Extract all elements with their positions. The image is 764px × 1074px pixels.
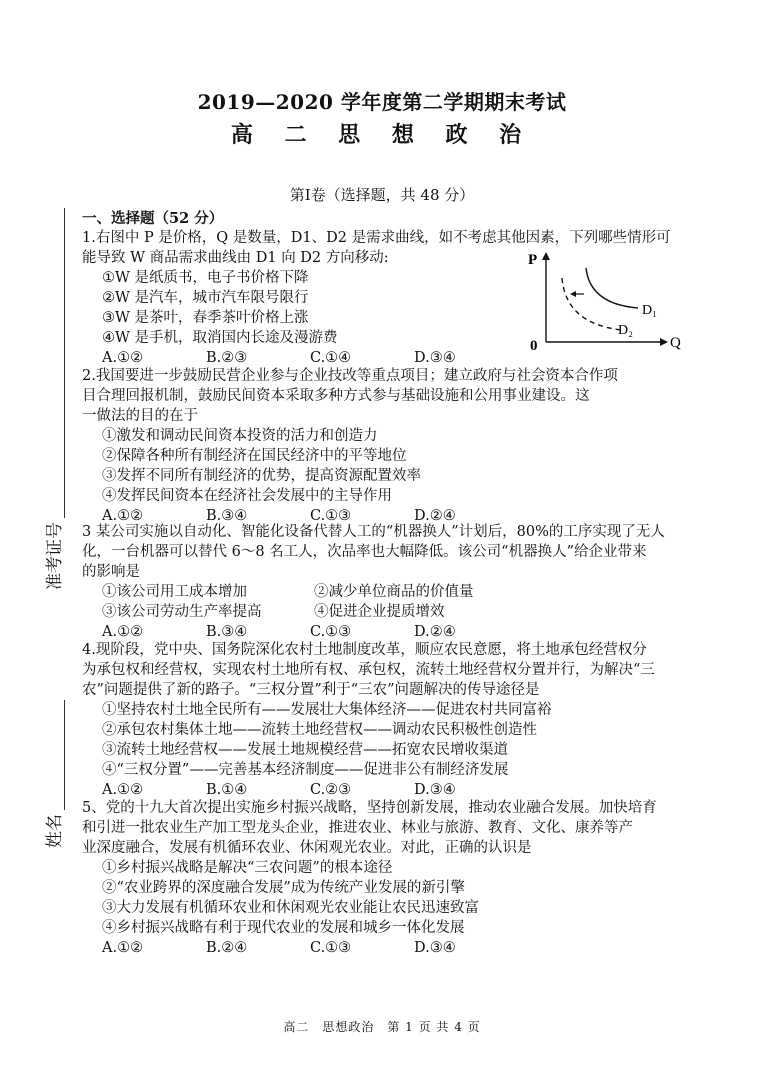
question-2 [82,366,618,526]
answer-choices [82,348,671,368]
option-line: ②减少单位商品的价值量 [314,584,474,600]
origin-label: 0 [530,338,538,350]
option-line: ④“三权分置”——完善基本经济制度——促进非公有制经济发展 [102,762,509,778]
option-line: ①激发和调动民间资本投资的活力和创造力 [102,428,378,444]
question-text-line: 一做法的目的在于 [82,408,198,424]
question-3 [82,522,665,642]
name-field [40,700,65,848]
option-line: ③大力发展有机循环农业和休闲观光农业能让农民迅速致富 [102,900,479,916]
name-line [63,700,65,810]
part-heading: 第Ⅰ卷（选择题，共 48 分） [289,186,475,204]
answer-b: B.③④ [206,508,248,524]
page-footer: 高二 思想政治 第 1 页 共 4 页 [283,1020,481,1034]
question-text-line: 化，一台机器可以替代 6～8 名工人，次品率也大幅降低。该公司“机器换人”给企业带来 [82,544,647,560]
option-line: ③发挥不同所有制经济的优势，提高资源配置效率 [102,468,421,484]
answer-b: B.①④ [206,782,248,798]
question-1 [82,228,671,368]
option-line: ④促进企业提质增效 [314,604,445,620]
d2-label: D₂ [618,323,633,338]
question-text-line: 业深度融合，发展有机循环农业、休闲观光农业。对此，正确的认识是 [82,840,532,856]
answer-d: D.②④ [414,624,456,640]
question-text-line: 能导致 W 商品需求曲线由 D1 向 D2 方向移动: [82,250,389,266]
option-line: ②承包农村集体土地——流转土地经营权——调动农民积极性创造性 [102,722,537,738]
question-text-line: 的影响是 [82,564,140,580]
exam-title: 2019—2020 学年度第二学期期末考试 [197,90,567,114]
option-line: ③该公司劳动生产率提高 [102,604,262,620]
option-line: ①乡村振兴战略是解决“三农问题”的根本途径 [102,860,393,876]
question-text-line: 3 某公司实施以自动化、智能化设备代替人工的“机器换人”计划后，80%的工序实现了无人 [82,524,665,540]
answer-d: D.③④ [414,782,456,798]
option-pair [82,602,665,622]
answer-b: B.③④ [206,624,248,640]
answer-choices [82,780,655,800]
p-axis-label: P [528,252,538,268]
answer-choices [82,938,657,958]
question-text-line: 农”问题提供了新的路子。“三权分置”利于“三农”问题解决的传导途径是 [82,682,540,698]
exam-id-field [40,208,65,590]
option-line: ①该公司用工成本增加 [102,584,247,600]
answer-b: B.②③ [206,350,248,366]
option-pair [82,582,665,602]
exam-id-line [63,208,65,518]
name-label: 姓名 [45,814,65,848]
d1-label: D₁ [642,303,657,318]
question-5 [82,798,657,958]
option-line: ①坚持农村土地全民所有——发展壮大集体经济——促进农村共同富裕 [102,702,552,718]
answer-a: A.①② [102,782,144,798]
subject-title: 高 二 思 想 政 治 [230,122,534,148]
question-text-line: 和引进一批农业生产加工型龙头企业，推进农业、林业与旅游、教育、文化、康养等产 [82,820,633,836]
answer-c: C.②③ [310,782,352,798]
question-text-line: 4.现阶段，党中央、国务院深化农村土地制度改革，顺应农民意愿，将土地承包经营权分 [82,642,647,658]
option-line: ②保障各种所有制经济在国民经济中的平等地位 [102,448,407,464]
option-line: ②W 是汽车，城市汽车限号限行 [102,290,309,306]
answer-c: C.①③ [310,940,352,956]
q-axis-label: Q [670,335,681,350]
answer-a: A.①② [102,624,144,640]
answer-d: D.②④ [414,508,456,524]
question-text-line: 1.右图中 P 是价格，Q 是数量，D1、D2 是需求曲线，如不考虑其他因素，下列哪些情形可 [82,230,671,246]
answer-a: A.①② [102,508,144,524]
answer-c: C.①④ [310,350,352,366]
option-line: ①W 是纸质书，电子书价格下降 [102,270,309,286]
answer-c: C.①③ [310,624,352,640]
option-line: ④乡村振兴战略有利于现代农业的发展和城乡一体化发展 [102,920,465,936]
answer-a: A.①② [102,940,144,956]
answer-c: C.①③ [310,508,352,524]
exam-id-label: 准考证号 [45,522,65,590]
option-line: ④W 是手机，取消国内长途及漫游费 [102,330,338,346]
option-line: ②“农业跨界的深度融合发展”成为传统产业发展的新引擎 [102,880,465,896]
option-line: ③W 是茶叶，春季茶叶价格上涨 [102,310,309,326]
option-line: ③流转土地经营权——发展土地规模经营——拓宽农民增收渠道 [102,742,508,758]
question-text-line: 5、党的十九大首次提出实施乡村振兴战略，坚持创新发展，推动农业融合发展。加快培育 [82,800,657,816]
question-text-line: 为承包权和经营权，实现农村土地所有权、承包权，流转土地经营权分置并行，为解决“三 [82,662,655,678]
section-heading: 一、选择题（52 分） [82,210,224,227]
answer-d: D.③④ [414,350,456,366]
answer-d: D.③④ [414,940,456,956]
question-text-line: 目合理回报机制，鼓励民间资本采取多种方式参与基础设施和公用事业建设。这 [82,388,590,404]
question-4 [82,640,655,800]
option-line: ④发挥民间资本在经济社会发展中的主导作用 [102,488,392,504]
answer-b: B.②④ [206,940,248,956]
question-text-line: 2.我国要进一步鼓励民营企业参与企业技改等重点项目；建立政府与社会资本合作项 [82,368,618,384]
answer-a: A.①② [102,350,144,366]
answer-choices [82,622,665,642]
